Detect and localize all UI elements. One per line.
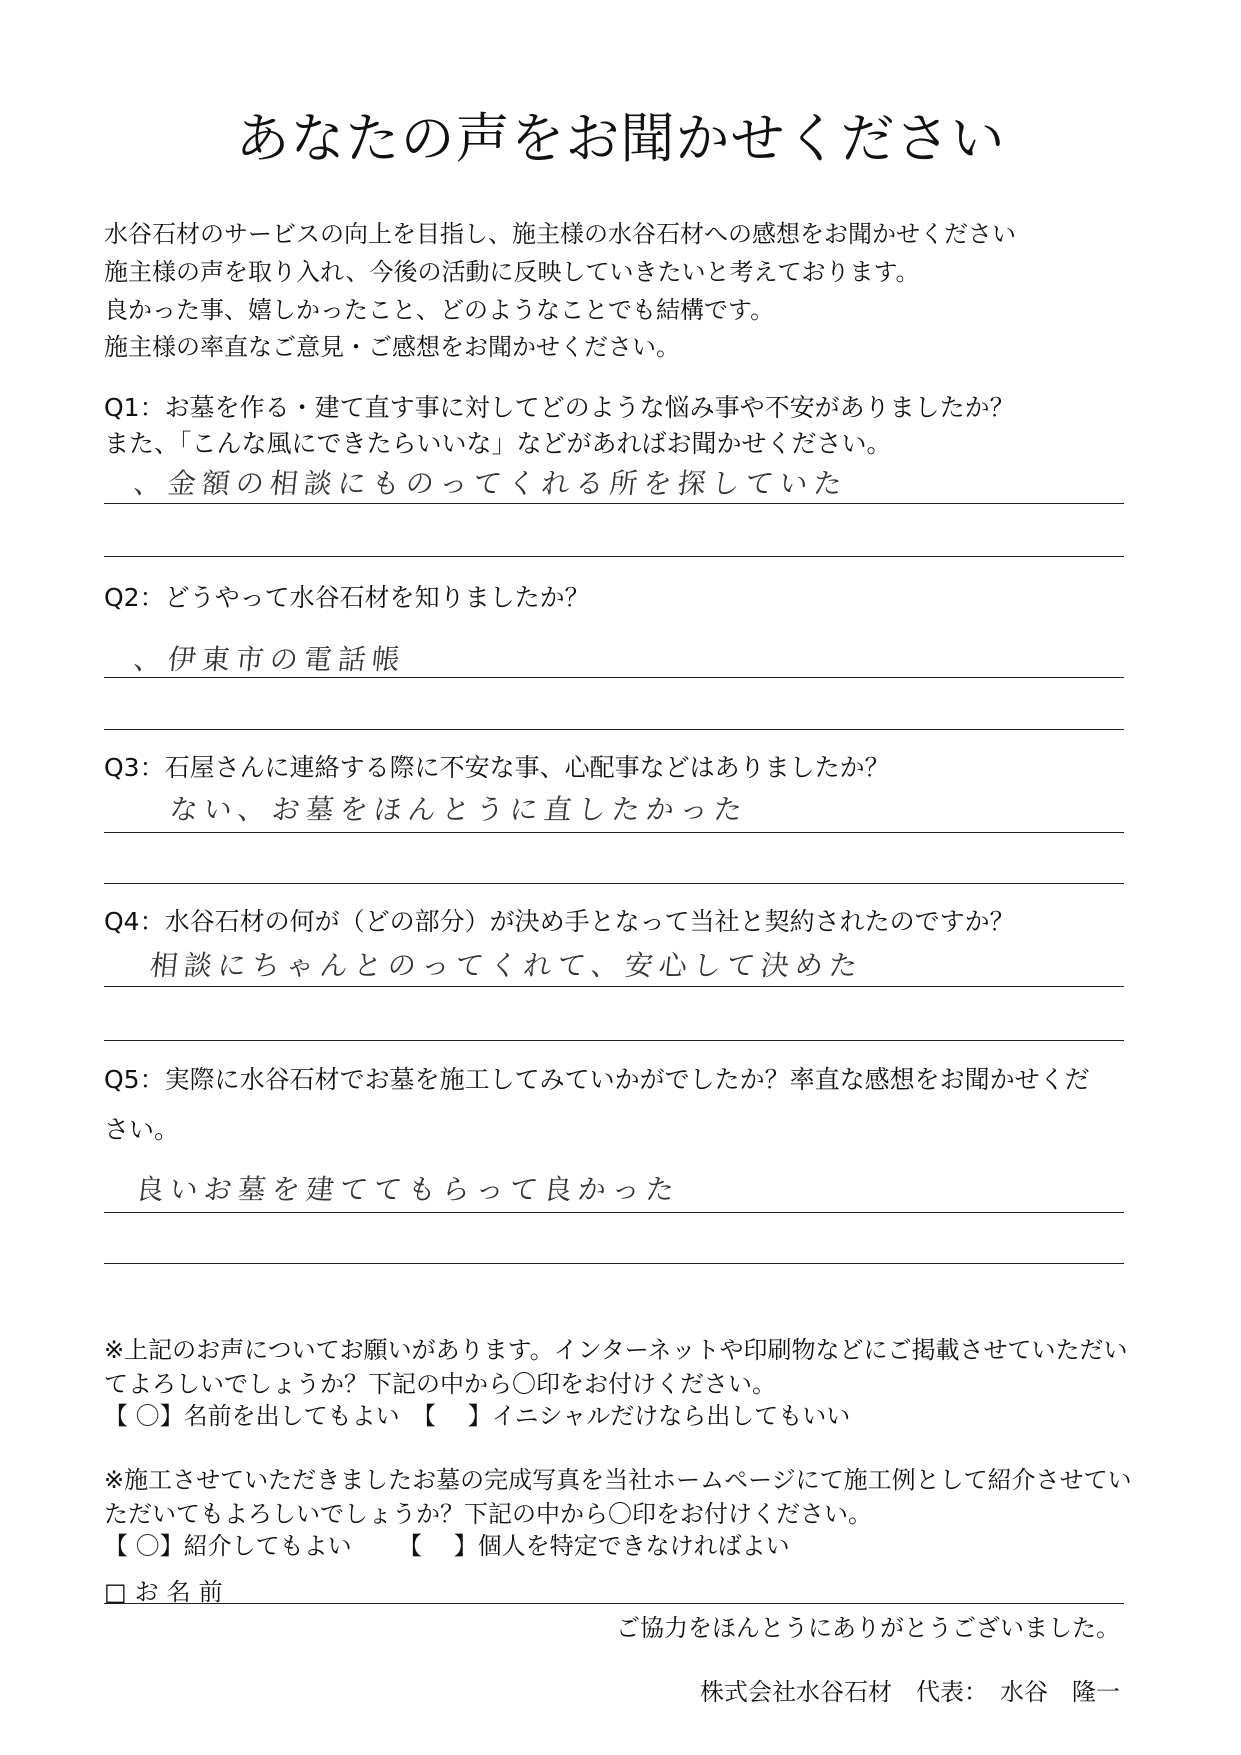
q2-answer[interactable]: 、伊東市の電話帳 [132,643,408,676]
q5-answer[interactable]: 良いお墓を建ててもらって良かった [134,1173,682,1206]
consent-name-option-b[interactable]: 【 】イニシャルだけなら出してもいい [412,1402,851,1430]
page-title: あなたの声をお聞かせください [235,107,1006,170]
q3-text: Q3：石屋さんに連絡する際に不安な事、心配事などはありましたか？ [104,753,890,782]
q4-answer-line-2 [104,1040,1124,1041]
q2-answer-line-1 [104,677,1124,678]
option-b-label: イニシャルだけなら出してもいい [491,1402,851,1430]
q1-answer[interactable]: 、金額の相談にものってくれる所を探していた [132,467,850,500]
intro-line-4: 施主様の率直なご意見・ご感想をお聞かせください。 [104,333,680,361]
q1-text-line-1: Q1：お墓を作る・建て直す事に対してどのような悩み事や不安がありましたか？ [104,393,1015,422]
q4-answer-line-1 [104,986,1124,987]
q2-text: Q2：どうやって水谷石材を知りましたか？ [104,583,590,612]
q3-answer[interactable]: ない、お墓をほんとうに直したかった [168,793,750,826]
q1-answer-line-1 [104,503,1124,504]
thanks-text: ご協力をほんとうにありがとうございました。 [616,1614,1120,1642]
intro-line-2: 施主様の声を取り入れ、今後の活動に反映していきたいと考えております。 [104,258,920,286]
option-a-circle-mark: 〇 [135,1402,160,1430]
q2-answer-line-2 [104,729,1124,730]
q5-text-line-2: さい。 [104,1115,180,1144]
q5-text-line-1: Q5：実際に水谷石材でお墓を施工してみていかがでしたか？率直な感想をお聞かせくだ [104,1065,1090,1094]
consent-name-option-a[interactable]: 【 〇】名前を出してもよい [104,1402,400,1430]
q5-answer-line-2 [104,1263,1124,1264]
option-a-label: 名前を出してもよい [183,1402,400,1430]
company-signature: 株式会社水谷石材 代表： 水谷 隆一 [700,1678,1120,1706]
q1-answer-line-2 [104,556,1124,557]
q3-answer-line-1 [104,832,1124,833]
name-field-line[interactable] [104,1603,1124,1604]
q5-answer-line-1 [104,1212,1124,1213]
intro-line-1: 水谷石材のサービスの向上を目指し、施主様の水谷石材への感想をお聞かせください [104,220,1016,248]
consent-photo-line-2: ただいてもよろしいでしょうか？下記の中から〇印をお付けください。 [104,1500,872,1528]
option-a-label: 紹介してもよい [183,1532,352,1560]
intro-line-3: 良かった事、嬉しかったこと、どのようなことでも結構です。 [104,296,775,324]
q4-text: Q4：水谷石材の何が（どの部分）が決め手となって当社と契約されたのですか？ [104,907,1015,936]
q4-answer[interactable]: 相談にちゃんとのってくれて、安心して決めた [148,949,865,982]
option-a-circle-mark: 〇 [135,1532,160,1560]
q1-text-line-2: また、「こんな風にできたらいいな」などがあればお聞かせください。 [104,429,892,458]
name-label: □お名前 [104,1578,231,1606]
consent-photo-option-b[interactable]: 【 】個人を特定できなければよい [398,1532,790,1560]
consent-photo-option-a[interactable]: 【 〇】紹介してもよい [104,1532,352,1560]
option-b-label: 個人を特定できなければよい [477,1532,790,1560]
consent-photo-line-1: ※施工させていただきましたお墓の完成写真を当社ホームページにて施工例として紹介させてい [104,1466,1132,1494]
consent-name-line-2: てよろしいでしょうか？下記の中から〇印をお付けください。 [104,1370,776,1398]
q3-answer-line-2 [104,883,1124,884]
consent-name-line-1: ※上記のお声についてお願いがあります。インターネットや印刷物などにご掲載させていただい [104,1336,1128,1364]
